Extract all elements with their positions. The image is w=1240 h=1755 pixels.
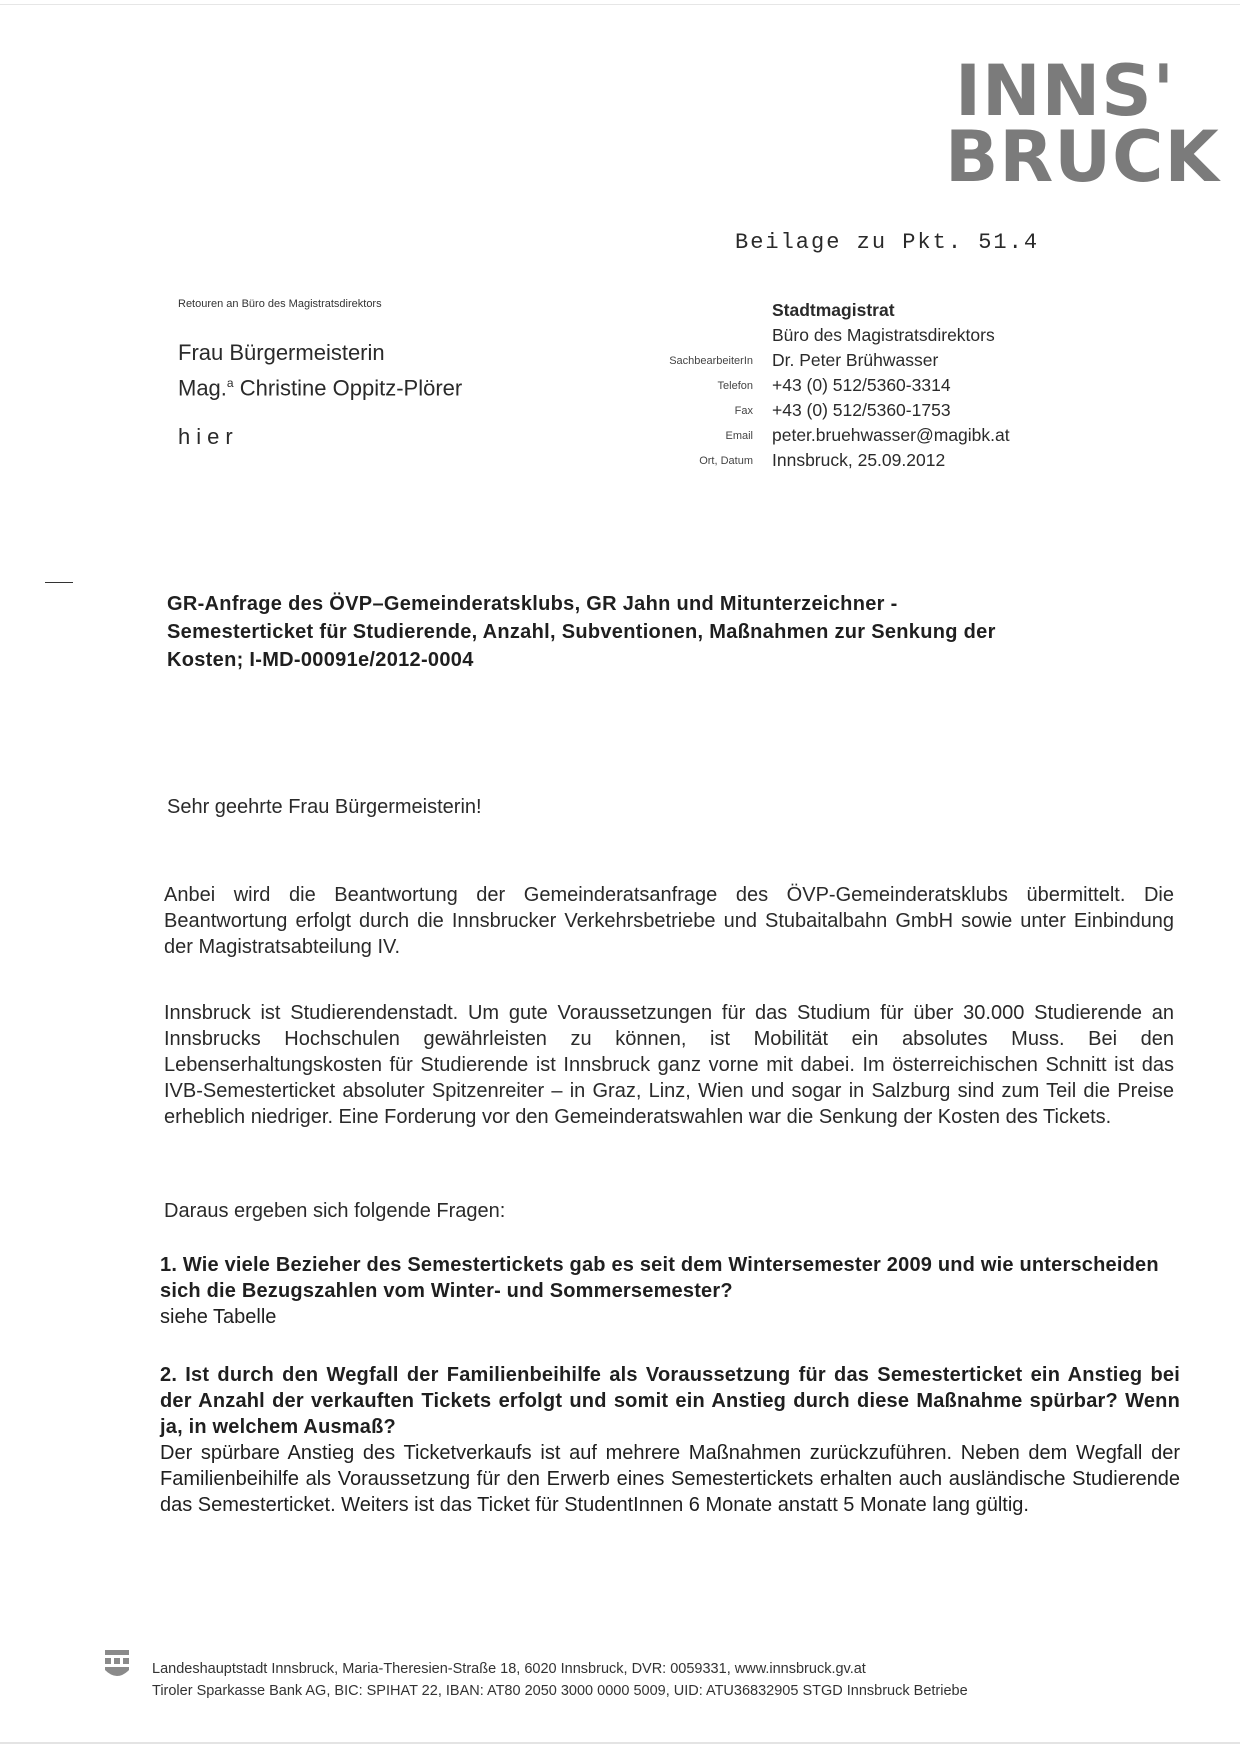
info-value: Innsbruck, 25.09.2012 bbox=[772, 450, 946, 470]
paragraph-context: Innsbruck ist Studierendenstadt. Um gute Voraussetzungen für das Studium für über 30.000 Studierende an Innsbrucks Hochschulen gewährleisten zu können, ist Mobilität ein absolutes Muss. Bei den Lebenserhaltungskosten für Studierende ist Innsbruck ganz vorne mit dabei. Im österreichischen Schnitt ist das IVB-Semesterticket absoluter Spitzenreiter – in Graz, Linz, Wien und sogar in Salzburg sind zum Teil die Preise erheblich niedriger. Eine Forderung vor den Gemeinderatswahlen war die Senkung der Kosten des Tickets. bbox=[164, 1002, 1174, 1128]
city-emblem-icon bbox=[102, 1648, 132, 1682]
info-value: peter.bruehwasser@magibk.at bbox=[772, 425, 1010, 445]
info-row bbox=[600, 448, 1010, 473]
answer-text: siehe Tabelle bbox=[160, 1306, 277, 1328]
logo-line-1: INNS' bbox=[955, 50, 1176, 132]
attachment-stamp: Beilage zu Pkt. 51.4 bbox=[735, 230, 1040, 255]
answer-text: Der spürbare Anstieg des Ticketverkaufs ist auf mehrere Maßnahmen zurückzuführen. Neben dem Wegfall der Familienbeihilfe als Voraussetzung für den Erwerb eines Semestertickets erhalten auch ausländische Studierende das Semesterticket. Weiters ist das Ticket für StudentInnen 6 Monate anstatt 5 Monate lang gültig. bbox=[160, 1442, 1180, 1516]
info-label: SachbearbeiterIn bbox=[669, 354, 753, 367]
info-label: Fax bbox=[734, 404, 753, 417]
page-top-edge bbox=[0, 4, 1240, 5]
sender-info-table bbox=[600, 298, 1010, 473]
info-value: +43 (0) 512/5360-1753 bbox=[772, 400, 951, 420]
sender-office: Büro des Magistratsdirektors bbox=[772, 325, 995, 345]
info-label: Email bbox=[725, 429, 753, 442]
question-block-1 bbox=[160, 1252, 1180, 1330]
question-text: 2. Ist durch den Wegfall der Familienbeihilfe als Voraussetzung für das Semesterticket ein Anstieg bei der Anzahl der verkauften Tickets erfolgt und somit ein Anstieg durch diese Maßnahme spürbar? Wenn ja, in welchem Ausmaß? bbox=[160, 1364, 1180, 1438]
subject-line: Semesterticket für Studierende, Anzahl, Subventionen, Maßnahmen zur Senkung der bbox=[167, 621, 996, 643]
info-label: Ort, Datum bbox=[699, 454, 753, 467]
footer-address: Landeshauptstadt Innsbruck, Maria-Theresien-Straße 18, 6020 Innsbruck, DVR: 0059331, www.innsbruck.gv.at bbox=[152, 1661, 866, 1677]
fold-mark bbox=[45, 582, 73, 583]
recipient-name: Mag.$^a$ Christine Oppitz-Plörer bbox=[178, 375, 463, 401]
info-row bbox=[600, 423, 1010, 448]
page-bottom-edge bbox=[0, 1742, 1240, 1744]
info-value: Dr. Peter Brühwasser bbox=[772, 350, 939, 370]
return-address: Retouren an Büro des Magistratsdirektors bbox=[178, 298, 382, 310]
paragraph-questions-intro: Daraus ergeben sich folgende Fragen: bbox=[164, 1200, 506, 1222]
logo-line-2: BRUCK bbox=[945, 116, 1220, 198]
subject-line: GR-Anfrage des ÖVP–Gemeinderatsklubs, GR Jahn und Mitunterzeichner - bbox=[167, 593, 898, 615]
info-value: +43 (0) 512/5360-3314 bbox=[772, 375, 951, 395]
question-text: 1. Wie viele Bezieher des Semestertickets gab es seit dem Wintersemester 2009 und wie unterscheiden sich die Bezugszahlen vom Winter- und Sommersemester? bbox=[160, 1254, 1159, 1302]
sender-office-row bbox=[600, 323, 1010, 348]
subject-line: Kosten; I-MD-00091e/2012-0004 bbox=[167, 649, 474, 671]
info-label: Telefon bbox=[717, 379, 753, 392]
recipient-location: hier bbox=[178, 424, 239, 449]
salutation: Sehr geehrte Frau Bürgermeisterin! bbox=[167, 796, 482, 818]
paragraph-intro: Anbei wird die Beantwortung der Gemeinderatsanfrage des ÖVP-Gemeinderatsklubs übermittelt. Die Beantwortung erfolgt durch die Innsbrucker Verkehrsbetriebe und Stubaitalbahn GmbH sowie unter Einbindung der Magistratsabteilung IV. bbox=[164, 884, 1174, 958]
info-row bbox=[600, 398, 1010, 423]
info-row bbox=[600, 348, 1010, 373]
footer-bank: Tiroler Sparkasse Bank AG, BIC: SPIHAT 22, IBAN: AT80 2050 3000 0000 5009, UID: ATU36832905 STGD Innsbruck Betriebe bbox=[152, 1683, 968, 1699]
letter-footer bbox=[152, 1658, 968, 1702]
letter-subject bbox=[167, 590, 1127, 674]
innsbruck-logo bbox=[945, 50, 1220, 198]
recipient-block bbox=[178, 338, 462, 403]
question-block-2 bbox=[160, 1362, 1180, 1518]
sender-org-row bbox=[600, 298, 1010, 323]
sender-org: Stadtmagistrat bbox=[772, 300, 895, 320]
info-row bbox=[600, 373, 1010, 398]
recipient-title: Frau Bürgermeisterin bbox=[178, 340, 385, 365]
